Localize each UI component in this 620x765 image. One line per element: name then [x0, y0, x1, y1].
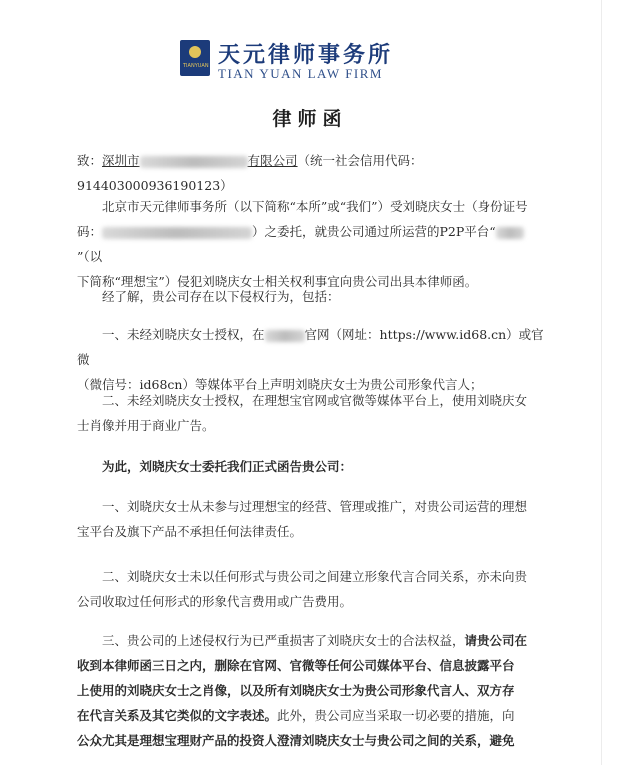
paragraph-infringement-1	[77, 322, 547, 397]
recipient-prefix: 致：	[77, 153, 103, 168]
recipient-credit-code: （统一社会信用代码：91440300093619012​3）	[77, 153, 423, 193]
letterhead	[180, 38, 440, 82]
text-line: 士肖像并用于商业广告。	[77, 418, 215, 433]
page-title: 律师函	[272, 108, 348, 130]
paragraph-notice-heading: 为此，刘晓庆女士委托我们正式函告贵公司：	[102, 459, 353, 474]
text-line: 北京市天元律师事务所（以下简称“本所”或“我们”）受刘晓庆女士（身份证号	[102, 199, 528, 214]
text-line: 下简称“理想宝”）侵犯刘晓庆女士相关权利事宜向贵公司出具本律师函。	[77, 274, 478, 289]
text-line: 二、刘晓庆女士未以任何形式与贵公司之间建立形象代言合同关系，亦未向贵	[102, 569, 528, 584]
text-line	[77, 703, 547, 728]
text-span: ”（以	[77, 249, 103, 264]
text-span: 码：	[77, 224, 103, 239]
paragraph-notice-1	[77, 494, 547, 544]
firm-logo-icon	[180, 40, 210, 76]
paragraph-notice-3	[77, 628, 547, 753]
recipient-name-end: 有限公司	[247, 153, 298, 168]
text-span-bold: 在代言关系及其它类似的文字表述。	[77, 708, 278, 723]
text-span-bold: 请贵公司在	[464, 633, 528, 648]
text-line: 一、刘晓庆女士从未参与过理想宝的经营、管理或推广，对贵公司运营的理想	[102, 499, 528, 514]
text-line: 收到本律师函三日之内，删除在官网、官微等任何公司媒体平台、信息披露平台	[77, 658, 515, 673]
redacted-block	[265, 330, 305, 342]
redacted-block	[102, 227, 252, 239]
text-line	[77, 219, 547, 269]
text-line	[77, 628, 547, 653]
text-line: 公众尤其是理想宝理财产品的投资人澄清刘晓庆女士与贵公司之间的关系，避免	[77, 733, 515, 748]
redacted-block	[140, 156, 248, 168]
recipient-line	[77, 148, 547, 198]
page-edge-divider	[601, 0, 602, 765]
text-span: 官网（网址：https://www.id68.cn）或官微	[77, 327, 544, 367]
paragraph-intro	[77, 194, 547, 294]
redacted-block	[496, 227, 524, 239]
text-span: 此外，贵公司应当采取一切必要的措施，向	[277, 708, 515, 723]
text-line	[77, 322, 547, 372]
text-span: 一、未经刘晓庆女士授权，在	[102, 327, 265, 342]
recipient-name-start: 深圳市	[102, 153, 140, 168]
paragraph-notice-2	[77, 564, 547, 614]
text-line: 宝平台及旗下产品不承担任何法律责任。	[77, 524, 303, 539]
text-line: 二、未经刘晓庆女士授权，在理想宝官网或官微等媒体平台上，使用刘晓庆女	[102, 393, 528, 408]
text-line: （微信号：id68cn）等媒体平台上声明刘晓庆女士为贵公司形象代言人；	[77, 377, 483, 392]
paragraph-findings-intro: 经了解，贵公司存在以下侵权行为，包括：	[102, 289, 340, 304]
text-line: 上使用的刘晓庆女士之肖像，以及所有刘晓庆女士为贵公司形象代言人、双方存	[77, 683, 515, 698]
text-span: 三、贵公司的上述侵权行为已严重损害了刘晓庆女士的合法权益，	[102, 633, 465, 648]
text-span: ）之委托，就贵公司通过所运营的P2P平台“	[252, 224, 496, 239]
firm-name-en: TIAN YUAN LAW FIRM	[218, 66, 383, 81]
logo-caption: TIANYUAN	[183, 63, 209, 69]
paragraph-infringement-2	[77, 388, 547, 438]
text-line: 公司收取过任何形式的形象代言费用或广告费用。	[77, 594, 353, 609]
firm-name-cn: 天元律师事务所	[218, 42, 394, 68]
